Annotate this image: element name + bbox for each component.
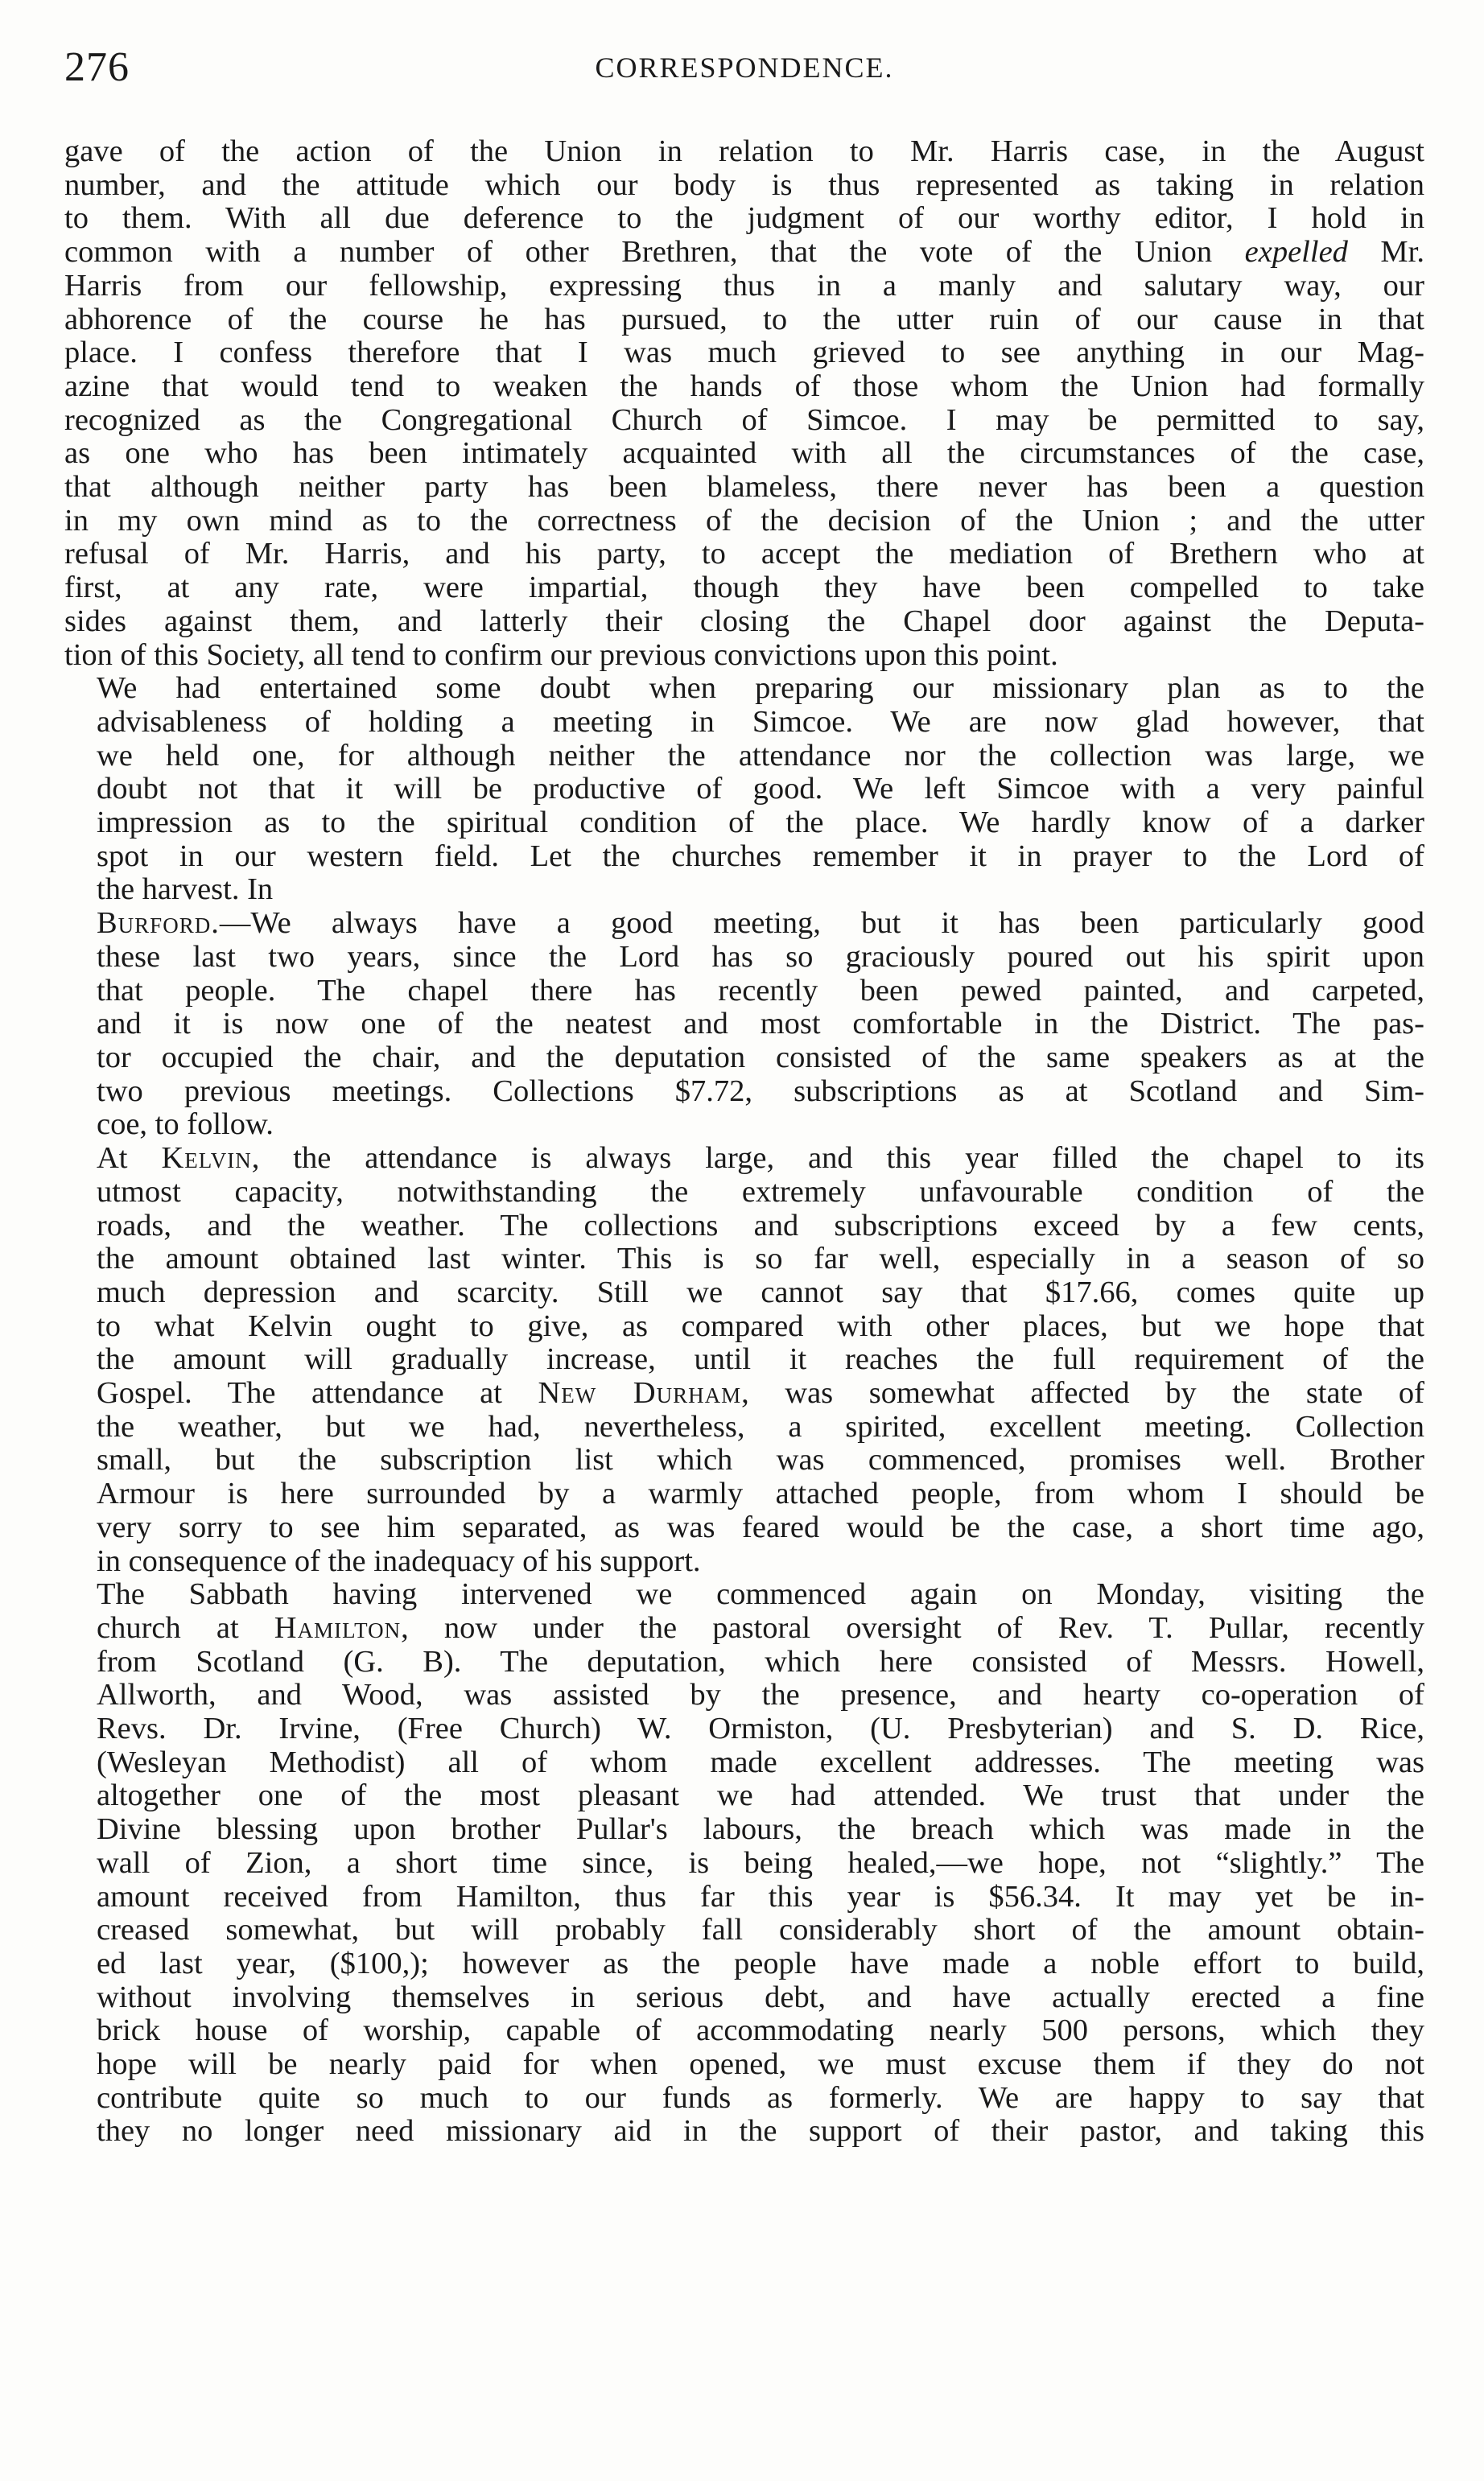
text-line: azine that would tend to weaken the hands of those whom the Union had formally xyxy=(64,369,1424,403)
text-line: wall of Zion, a short time since, is being healed,—we hope, not “slightly.” The xyxy=(97,1845,1424,1880)
text-line: the amount obtained last winter. This is so far well, especially in a season of so xyxy=(97,1242,1424,1276)
text-line: common with a number of other Brethren, that the vote of the Union expelled Mr. xyxy=(64,235,1424,270)
text-line: tor occupied the chair, and the deputation consisted of the same speakers as at the xyxy=(97,1040,1424,1074)
text-line: roads, and the weather. The collections and subscriptions exceed by a few cents, xyxy=(97,1208,1424,1243)
italic-emphasis: expelled xyxy=(1244,235,1348,270)
text-line: from Scotland (G. B). The deputation, which here consisted of Messrs. Howell, xyxy=(97,1644,1424,1679)
small-caps-place-name: Hamilton xyxy=(274,1610,402,1645)
page-number: 276 xyxy=(64,44,130,90)
small-caps-place-name: Burford. xyxy=(97,906,220,941)
text-line: impression as to the spiritual condition of the place. We hardly know of a darker xyxy=(97,806,1424,840)
text-line: advisableness of holding a meeting in Simcoe. We are now glad however, that xyxy=(97,704,1424,739)
text-line: brick house of worship, capable of accommodating nearly 500 persons, which they xyxy=(97,2013,1424,2048)
text-line: very sorry to see him separated, as was feared would be the case, a short time ago, xyxy=(97,1510,1424,1544)
text-line: (Wesleyan Methodist) all of whom made excellent addresses. The meeting was xyxy=(97,1745,1424,1779)
text-line: recognized as the Congregational Church of Simcoe. I may be permitted to say, xyxy=(64,402,1424,437)
text-line: church at Hamilton, now under the pastoral oversight of Rev. T. Pullar, recently xyxy=(97,1610,1424,1645)
text-line: Burford.—We always have a good meeting, but it has been particularly good xyxy=(97,906,1424,941)
text-line: contribute quite so much to our funds as formerly. We are happy to say that xyxy=(97,2080,1424,2115)
text-line: The Sabbath having intervened we commenced again on Monday, visiting the xyxy=(97,1577,1424,1612)
paragraph xyxy=(64,907,1424,1142)
text-line: Gospel. The attendance at New Durham, was somewhat affected by the state of xyxy=(97,1376,1424,1411)
small-caps-place-name: Kelvin xyxy=(161,1141,252,1176)
text-line: the amount will gradually increase, until it reaches the full requirement of the xyxy=(97,1342,1424,1377)
text-line: that people. The chapel there has recently been pewed painted, and carpeted, xyxy=(97,973,1424,1008)
text-line: coe, to follow. xyxy=(97,1107,274,1142)
paragraph xyxy=(64,1142,1424,1578)
text-line: At Kelvin, the attendance is always large, and this year filled the chapel to its xyxy=(97,1141,1425,1176)
paragraph xyxy=(64,135,1424,672)
text-line: sides against them, and latterly their closing the Chapel door against the Deputa- xyxy=(64,604,1424,638)
text-line: small, but the subscription list which was commenced, promises well. Brother xyxy=(97,1443,1424,1477)
text-line: altogether one of the most pleasant we had attended. We trust that under the xyxy=(97,1778,1424,1813)
text-line: place. I confess therefore that I was much grieved to see anything in our Mag- xyxy=(64,336,1424,370)
text-line: the harvest. In xyxy=(97,872,274,907)
text-line: and it is now one of the neatest and most comfortable in the District. The pas- xyxy=(97,1007,1424,1041)
text-line: creased somewhat, but will probably fall considerably short of the amount obtain- xyxy=(97,1913,1424,1947)
text-line: hope will be nearly paid for when opened, we must excuse them if they do not xyxy=(97,2047,1424,2082)
text-line: Armour is here surrounded by a warmly attached people, from whom I should be xyxy=(97,1477,1424,1511)
text-line: as one who has been intimately acquainted with all the circumstances of the case, xyxy=(64,436,1424,471)
small-caps-place-name: New Durham xyxy=(538,1376,742,1411)
text-line: utmost capacity, notwithstanding the extremely unfavourable condition of the xyxy=(97,1174,1424,1209)
paragraph xyxy=(64,1578,1424,2149)
text-line: Revs. Dr. Irvine, (Free Church) W. Ormiston, (U. Presbyterian) and S. D. Rice, xyxy=(97,1712,1424,1746)
text-line: number, and the attitude which our body is thus represented as taking in relation xyxy=(64,167,1424,202)
text-line: much depression and scarcity. Still we cannot say that $17.66, comes quite up xyxy=(97,1275,1424,1309)
text-line: doubt not that it will be productive of good. We left Simcoe with a very painful xyxy=(97,772,1424,806)
text-line: they no longer need missionary aid in the support of their pastor, and taking this xyxy=(97,2114,1424,2149)
text-line: refusal of Mr. Harris, and his party, to accept the mediation of Brethern who at xyxy=(64,537,1424,571)
text-line: in my own mind as to the correctness of the decision of the Union ; and the utter xyxy=(64,503,1424,538)
article-body xyxy=(64,135,1424,2149)
text-line: abhorence of the course he has pursued, to the utter ruin of our cause in that xyxy=(64,302,1424,336)
text-line: spot in our western field. Let the churches remember it in prayer to the Lord of xyxy=(97,839,1424,873)
text-line: ed last year, ($100,); however as the people have made a noble effort to build, xyxy=(97,1946,1424,1980)
text-line: the weather, but we had, nevertheless, a spirited, excellent meeting. Collection xyxy=(97,1409,1424,1444)
text-line: without involving themselves in serious debt, and have actually erected a fine xyxy=(97,1980,1424,2014)
text-line: two previous meetings. Collections $7.72, subscriptions as at Scotland and Sim- xyxy=(97,1074,1424,1108)
text-line: Harris from our fellowship, expressing thus in a manly and salutary way, our xyxy=(64,268,1424,303)
running-head xyxy=(64,35,1424,100)
section-title: CORRESPONDENCE. xyxy=(595,52,894,84)
text-line: first, at any rate, were impartial, though they have been compelled to take xyxy=(64,571,1424,605)
text-line: We had entertained some doubt when preparing our missionary plan as to the xyxy=(97,671,1424,706)
text-line: these last two years, since the Lord has so graciously poured out his spirit upon xyxy=(97,939,1424,974)
text-line: we held one, for although neither the attendance nor the collection was large, we xyxy=(97,738,1424,773)
text-line: to what Kelvin ought to give, as compared with other places, but we hope that xyxy=(97,1309,1424,1343)
text-line: in consequence of the inadequacy of his support. xyxy=(97,1543,701,1578)
paragraph xyxy=(64,672,1424,907)
text-line: tion of this Society, all tend to confirm our previous convictions upon this point. xyxy=(64,637,1058,672)
text-line: gave of the action of the Union in relation to Mr. Harris case, in the August xyxy=(64,134,1424,168)
text-line: Divine blessing upon brother Pullar's labours, the breach which was made in the xyxy=(97,1812,1424,1847)
text-line: amount received from Hamilton, thus far this year is $56.34. It may yet be in- xyxy=(97,1879,1424,1914)
text-line: that although neither party has been blameless, there never has been a question xyxy=(64,470,1424,505)
text-line: Allworth, and Wood, was assisted by the presence, and hearty co-operation of xyxy=(97,1678,1424,1712)
text-line: to them. With all due deference to the judgment of our worthy editor, I hold in xyxy=(64,201,1424,236)
